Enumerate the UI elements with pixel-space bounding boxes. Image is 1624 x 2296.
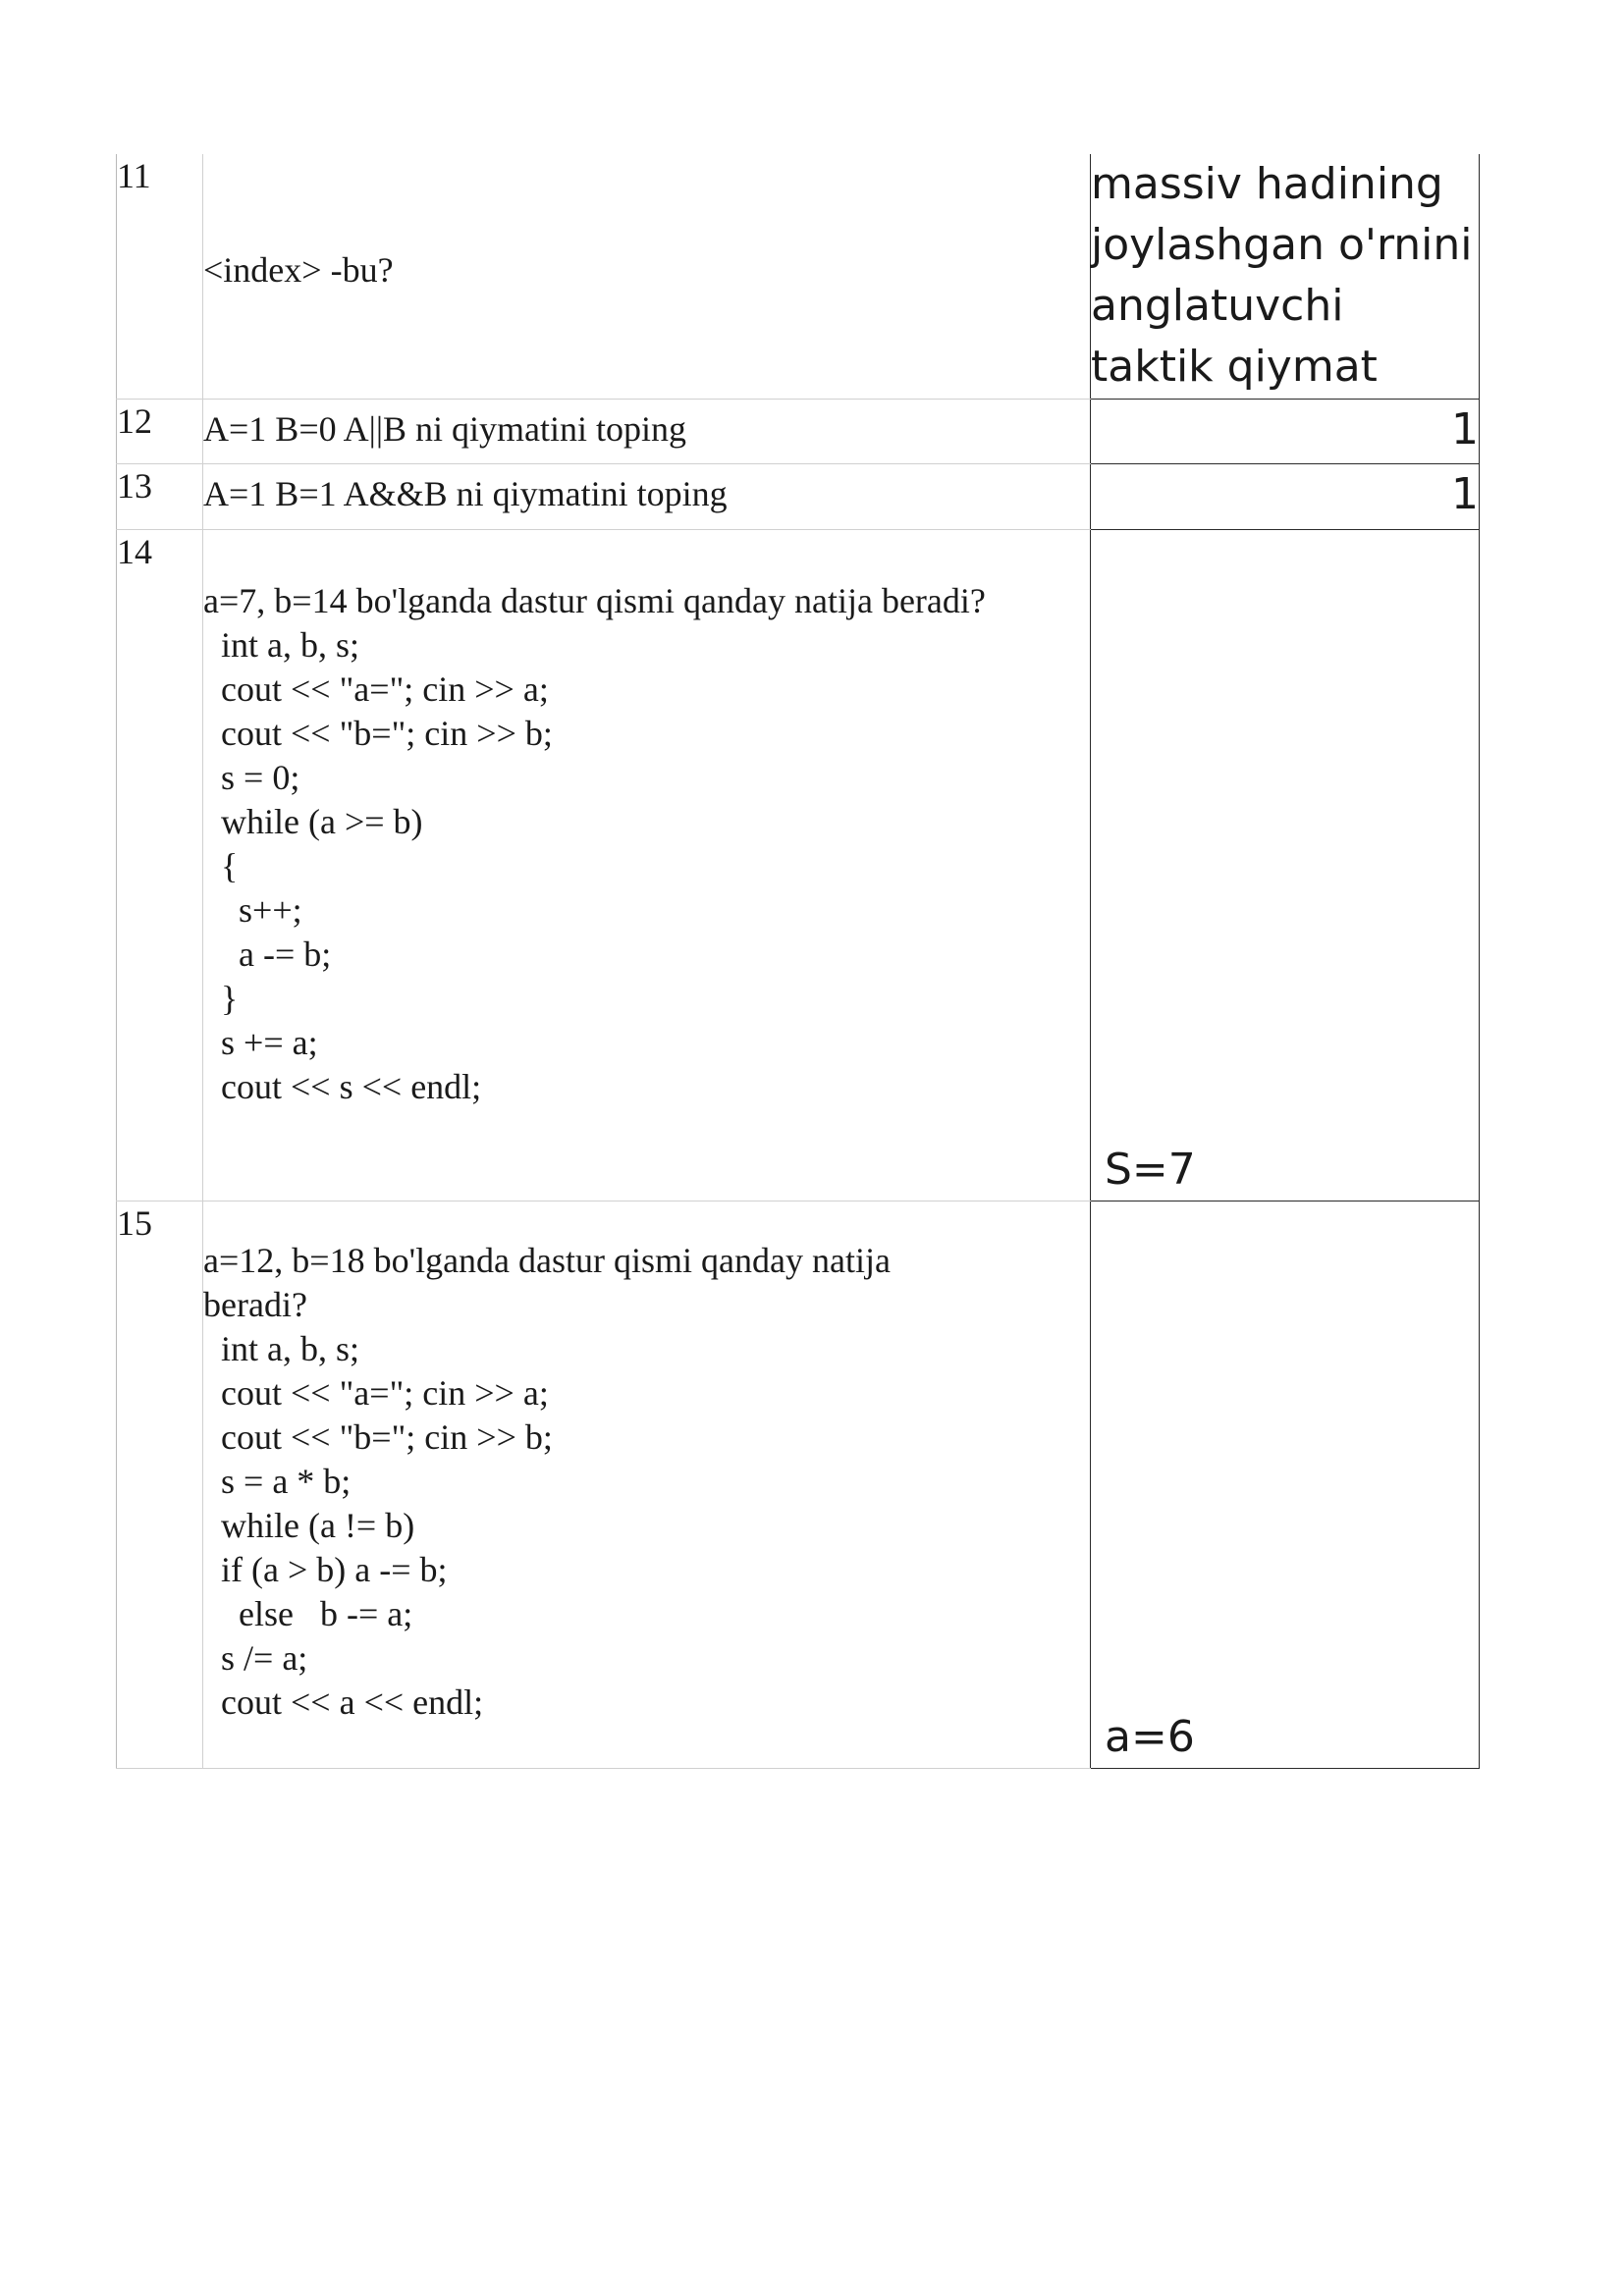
question-cell [203,154,1091,399]
code-line: else b -= a; [203,1593,413,1633]
answer-cell [1091,529,1480,1201]
table-row [117,529,1480,1201]
row-number: 14 [117,529,203,1201]
table-row [117,399,1480,463]
code-line: cout << s << endl; [203,1066,482,1106]
question-text: <index> -bu? [203,250,394,290]
code-line: s = 0; [203,757,300,797]
answer-cell [1091,463,1480,529]
code-line: while (a != b) [203,1505,415,1545]
table-row [117,463,1480,529]
answer-text: S=7 [1105,1144,1196,1195]
answer-line: anglatuvchi [1091,281,1344,331]
table-row [117,1201,1480,1768]
code-line: cout << "b="; cin >> b; [203,1416,553,1457]
answer-cell [1091,399,1480,463]
code-line: a -= b; [203,934,332,974]
code-line: s++; [203,889,302,930]
code-line: cout << "b="; cin >> b; [203,713,553,753]
question-text: A=1 B=1 A&&B ni qiymatini toping [203,473,728,513]
answer-text: 1 [1451,403,1479,454]
row-number: 15 [117,1201,203,1768]
answer-line: taktik qiymat [1091,342,1378,392]
code-line: cout << a << endl; [203,1682,484,1722]
code-line: s /= a; [203,1637,308,1678]
table-row [117,154,1480,399]
code-line: cout << "a="; cin >> a; [203,1372,549,1413]
code-line: cout << "a="; cin >> a; [203,668,549,709]
question-cell [203,399,1091,463]
answer-line: massiv hadining [1091,159,1443,209]
code-line: int a, b, s; [203,1328,359,1368]
question-text: a=7, b=14 bo'lganda dastur qismi qanday natija beradi? [203,580,986,620]
row-number: 12 [117,399,203,463]
answer-cell [1091,154,1480,399]
code-line: s += a; [203,1022,318,1062]
answer-text: 1 [1451,468,1479,519]
question-cell [203,529,1091,1201]
question-cell [203,1201,1091,1768]
code-line: s = a * b; [203,1461,352,1501]
code-line: { [203,845,239,885]
row-number: 11 [117,154,203,399]
question-cell [203,463,1091,529]
question-text: beradi? [203,1284,307,1324]
question-answer-table [116,154,1480,1769]
question-text: a=12, b=18 bo'lganda dastur qismi qanday natija [203,1240,891,1280]
row-number: 13 [117,463,203,529]
question-text: A=1 B=0 A||B ni qiymatini toping [203,408,687,449]
answer-cell [1091,1201,1480,1768]
code-line: } [203,978,239,1018]
code-line: while (a >= b) [203,801,423,841]
code-line: if (a > b) a -= b; [203,1549,448,1589]
answer-line: joylashgan o'rnini [1091,220,1473,270]
answer-text: a=6 [1105,1711,1195,1762]
code-line: int a, b, s; [203,624,359,665]
